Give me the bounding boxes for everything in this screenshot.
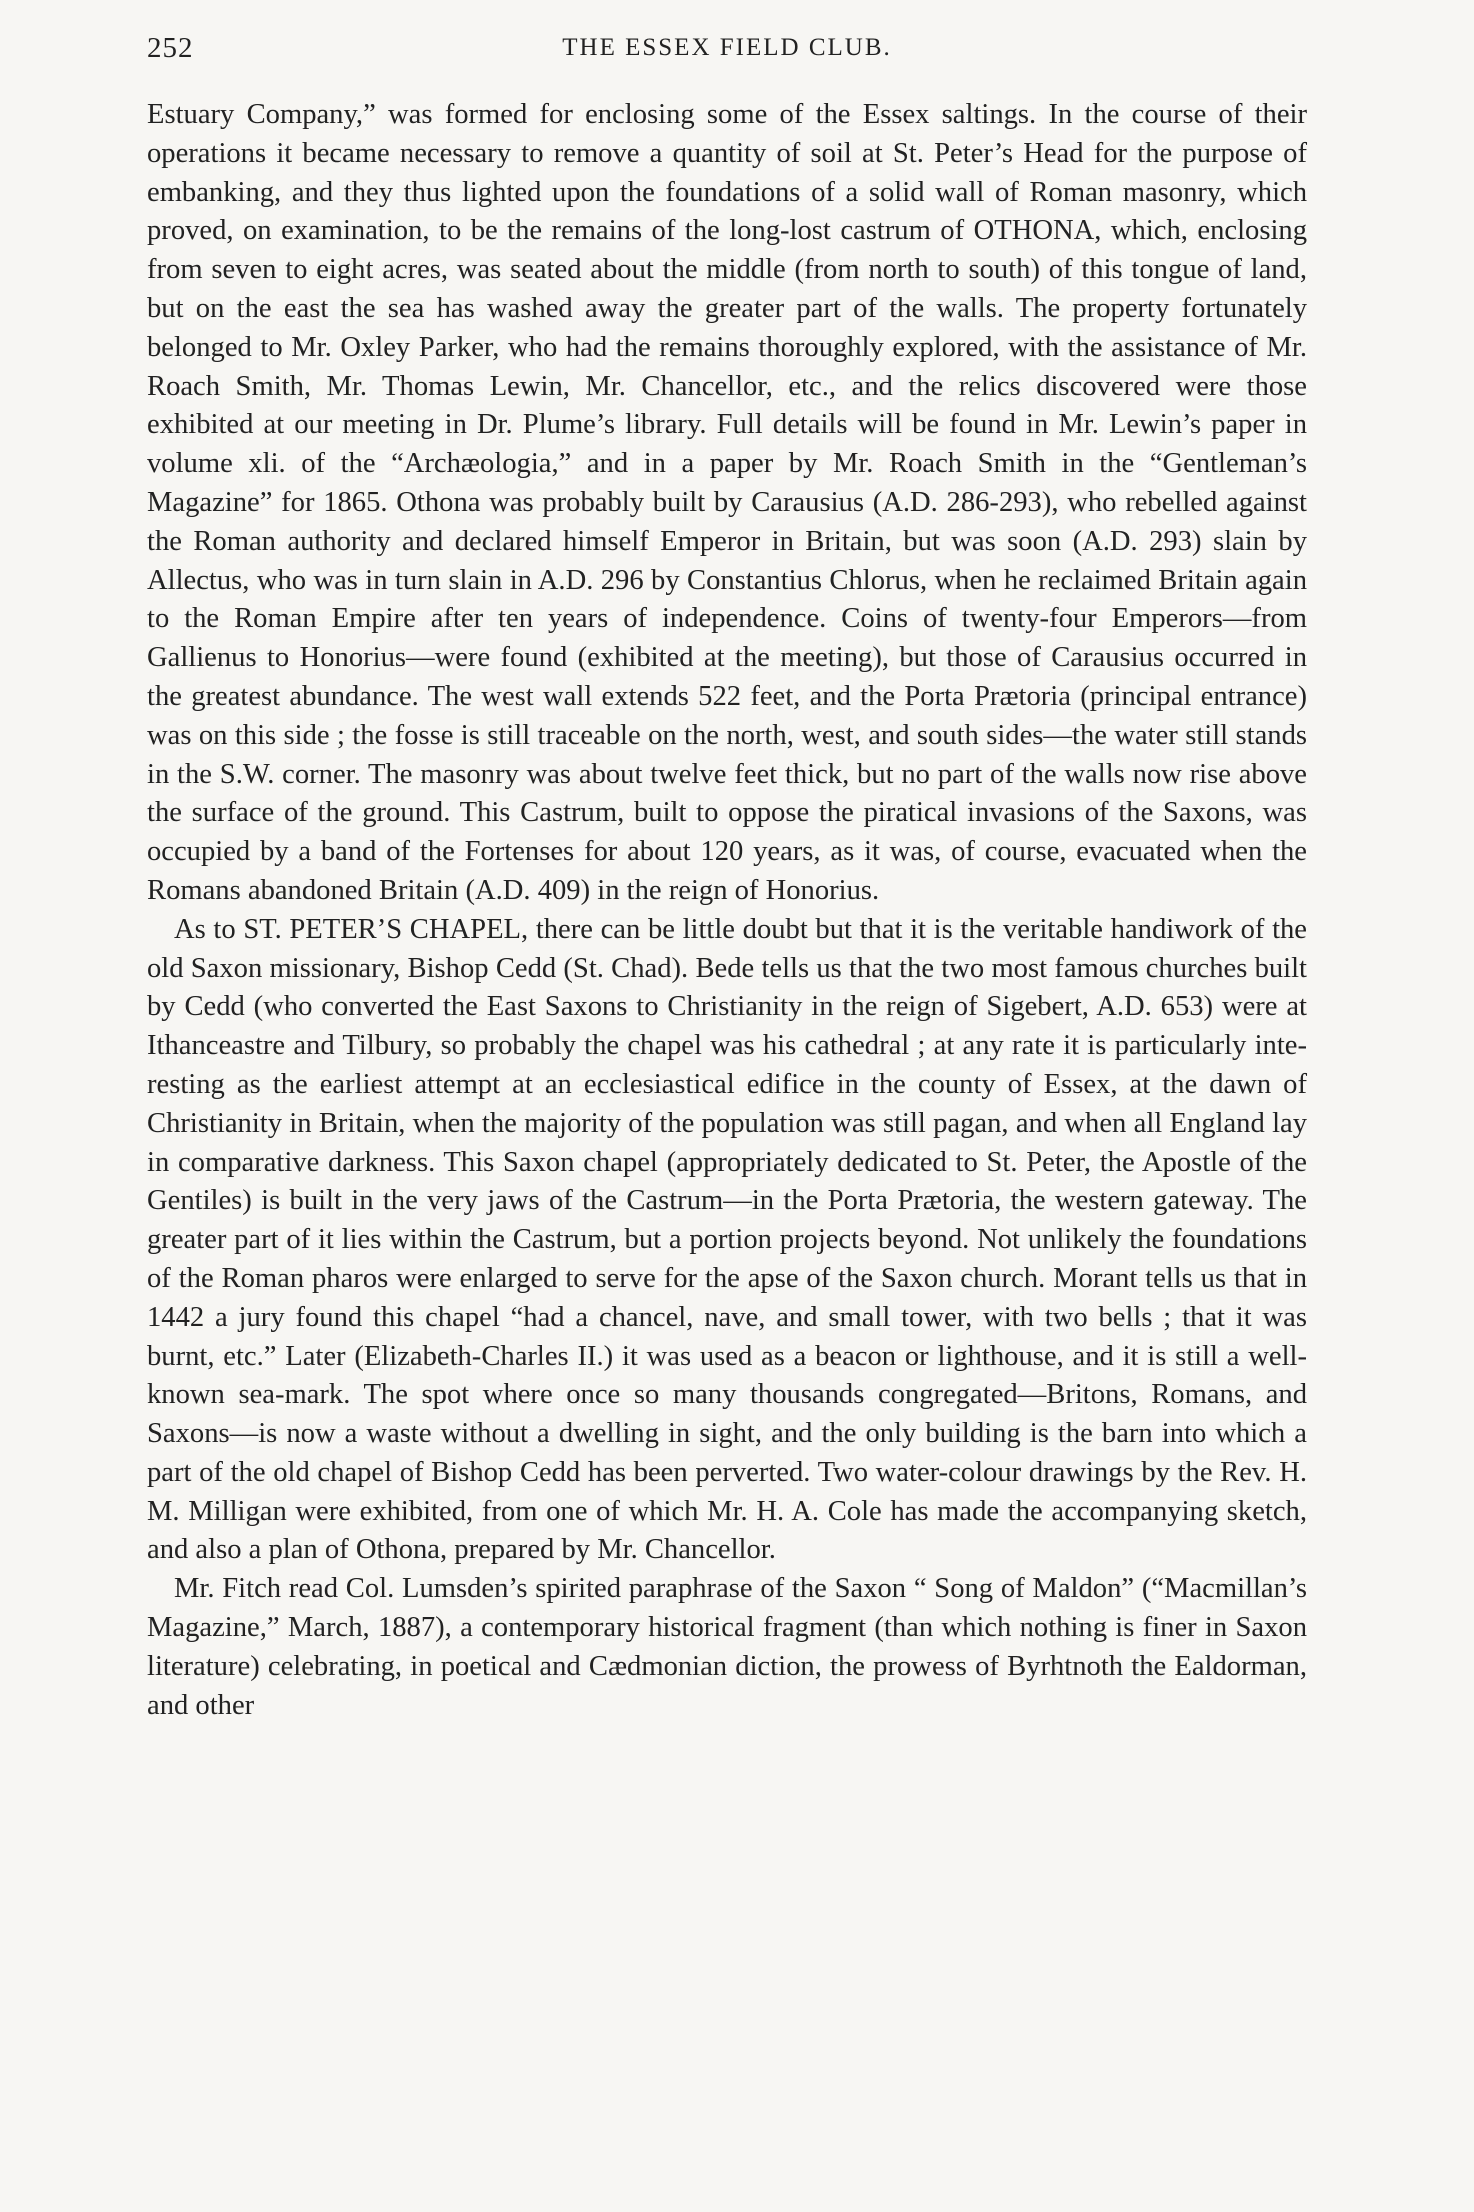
page [147, 28, 1307, 1725]
paragraph-song-of-maldon: Mr. Fitch read Col. Lumsden’s spirited paraphrase of the Saxon “ Song of Maldon” (“Macmillan’s Magazine,” March, 1887), a contemporary historical fragment (than which nothing is finer in Saxon literature) celebrating, in poetical and Cædmonian diction, the prowess of Byrhtnoth the Ealdorman, and other [147, 1573, 1307, 1721]
running-title: THE ESSEX FIELD CLUB. [562, 34, 892, 61]
body-text [147, 96, 1307, 1725]
running-head [147, 28, 1307, 72]
page-number: 252 [147, 32, 194, 64]
paragraph-othona: Estuary Company,” was formed for enclosing some of the Essex saltings. In the course of their operations it became necessary to remove a quantity of soil at St. Peter’s Head for the purpose of embanking, and they thus lighted upon the foundations of a solid wall of Roman masonry, which proved, on examination, to be the remains of the long-lost castrum of OTHONA, which, enclosing from seven to eight acres, was seated about the middle (from north to south) of this tongue of land, but on the east the sea has washed away the greater part of the walls. The property fortunately belonged to Mr. Oxley Parker, who had the remains thoroughly explored, with the assistance of Mr. Roach Smith, Mr. Thomas Lewin, Mr. Chancellor, etc., and the relics discovered were those exhibited at our meeting in Dr. Plume’s library. Full details will be found in Mr. Lewin’s paper in volume xli. of the “Archæologia,” and in a paper by Mr. Roach Smith in the “Gentleman’s Magazine” for 1865. Othona was probably built by Carausius (A.D. 286-293), who rebelled against the Roman authority and declared himself Emperor in Britain, but was soon (A.D. 293) slain by Allectus, who was in turn slain in A.D. 296 by Constantius Chlorus, when he reclaimed Britain again to the Roman Empire after ten years of independence. Coins of twenty-four Emperors—from Gallienus to Honorius—were found (exhibited at the meeting), but those of Carausius occurred in the greatest abundance. The west wall extends 522 feet, and the Porta Prætoria (principal entrance) was on this side ; the fosse is still traceable on the north, west, and south sides—the water still stands in the S.W. corner. The masonry was about twelve feet thick, but no part of the walls now rise above the surface of the ground. This Castrum, built to oppose the piratical invasions of the Saxons, was occupied by a band of the Fortenses for about 120 years, as it was, of course, evacuated when the Romans abandoned Britain (A.D. 409) in the reign of Honorius. [147, 99, 1307, 906]
paragraph-st-peters-chapel: As to ST. PETER’S CHAPEL, there can be little doubt but that it is the veritable handiwork of the old Saxon missionary, Bishop Cedd (St. Chad). Bede tells us that the two most famous churches built by Cedd (who converted the East Saxons to Christianity in the reign of Sigebert, A.D. 653) were at Ithanceastre and Tilbury, so probably the chapel was his cathedral ; at any rate it is particularly interesting as the earliest attempt at an ecclesiastical edifice in the county of Essex, at the dawn of Christianity in Britain, when the majority of the population was still pagan, and when all England lay in comparative darkness. This Saxon chapel (appropriately dedicated to St. Peter, the Apostle of the Gentiles) is built in the very jaws of the Castrum—in the Porta Prætoria, the western gateway. The greater part of it lies within the Castrum, but a portion projects beyond. Not unlikely the foundations of the Roman pharos were enlarged to serve for the apse of the Saxon church. Morant tells us that in 1442 a jury found this chapel “had a chancel, nave, and small tower, with two bells ; that it was burnt, etc.” Later (Elizabeth-Charles II.) it was used as a beacon or lighthouse, and it is still a well-known sea-mark. The spot where once so many thousands congregated—Britons, Romans, and Saxons—is now a waste without a dwelling in sight, and the only building is the barn into which a part of the old chapel of Bishop Cedd has been perverted. Two water-colour drawings by the Rev. H. M. Milligan were exhibited, from one of which Mr. H. A. Cole has made the accompanying sketch, and also a plan of Othona, prepared by Mr. Chancellor. [147, 913, 1307, 1566]
